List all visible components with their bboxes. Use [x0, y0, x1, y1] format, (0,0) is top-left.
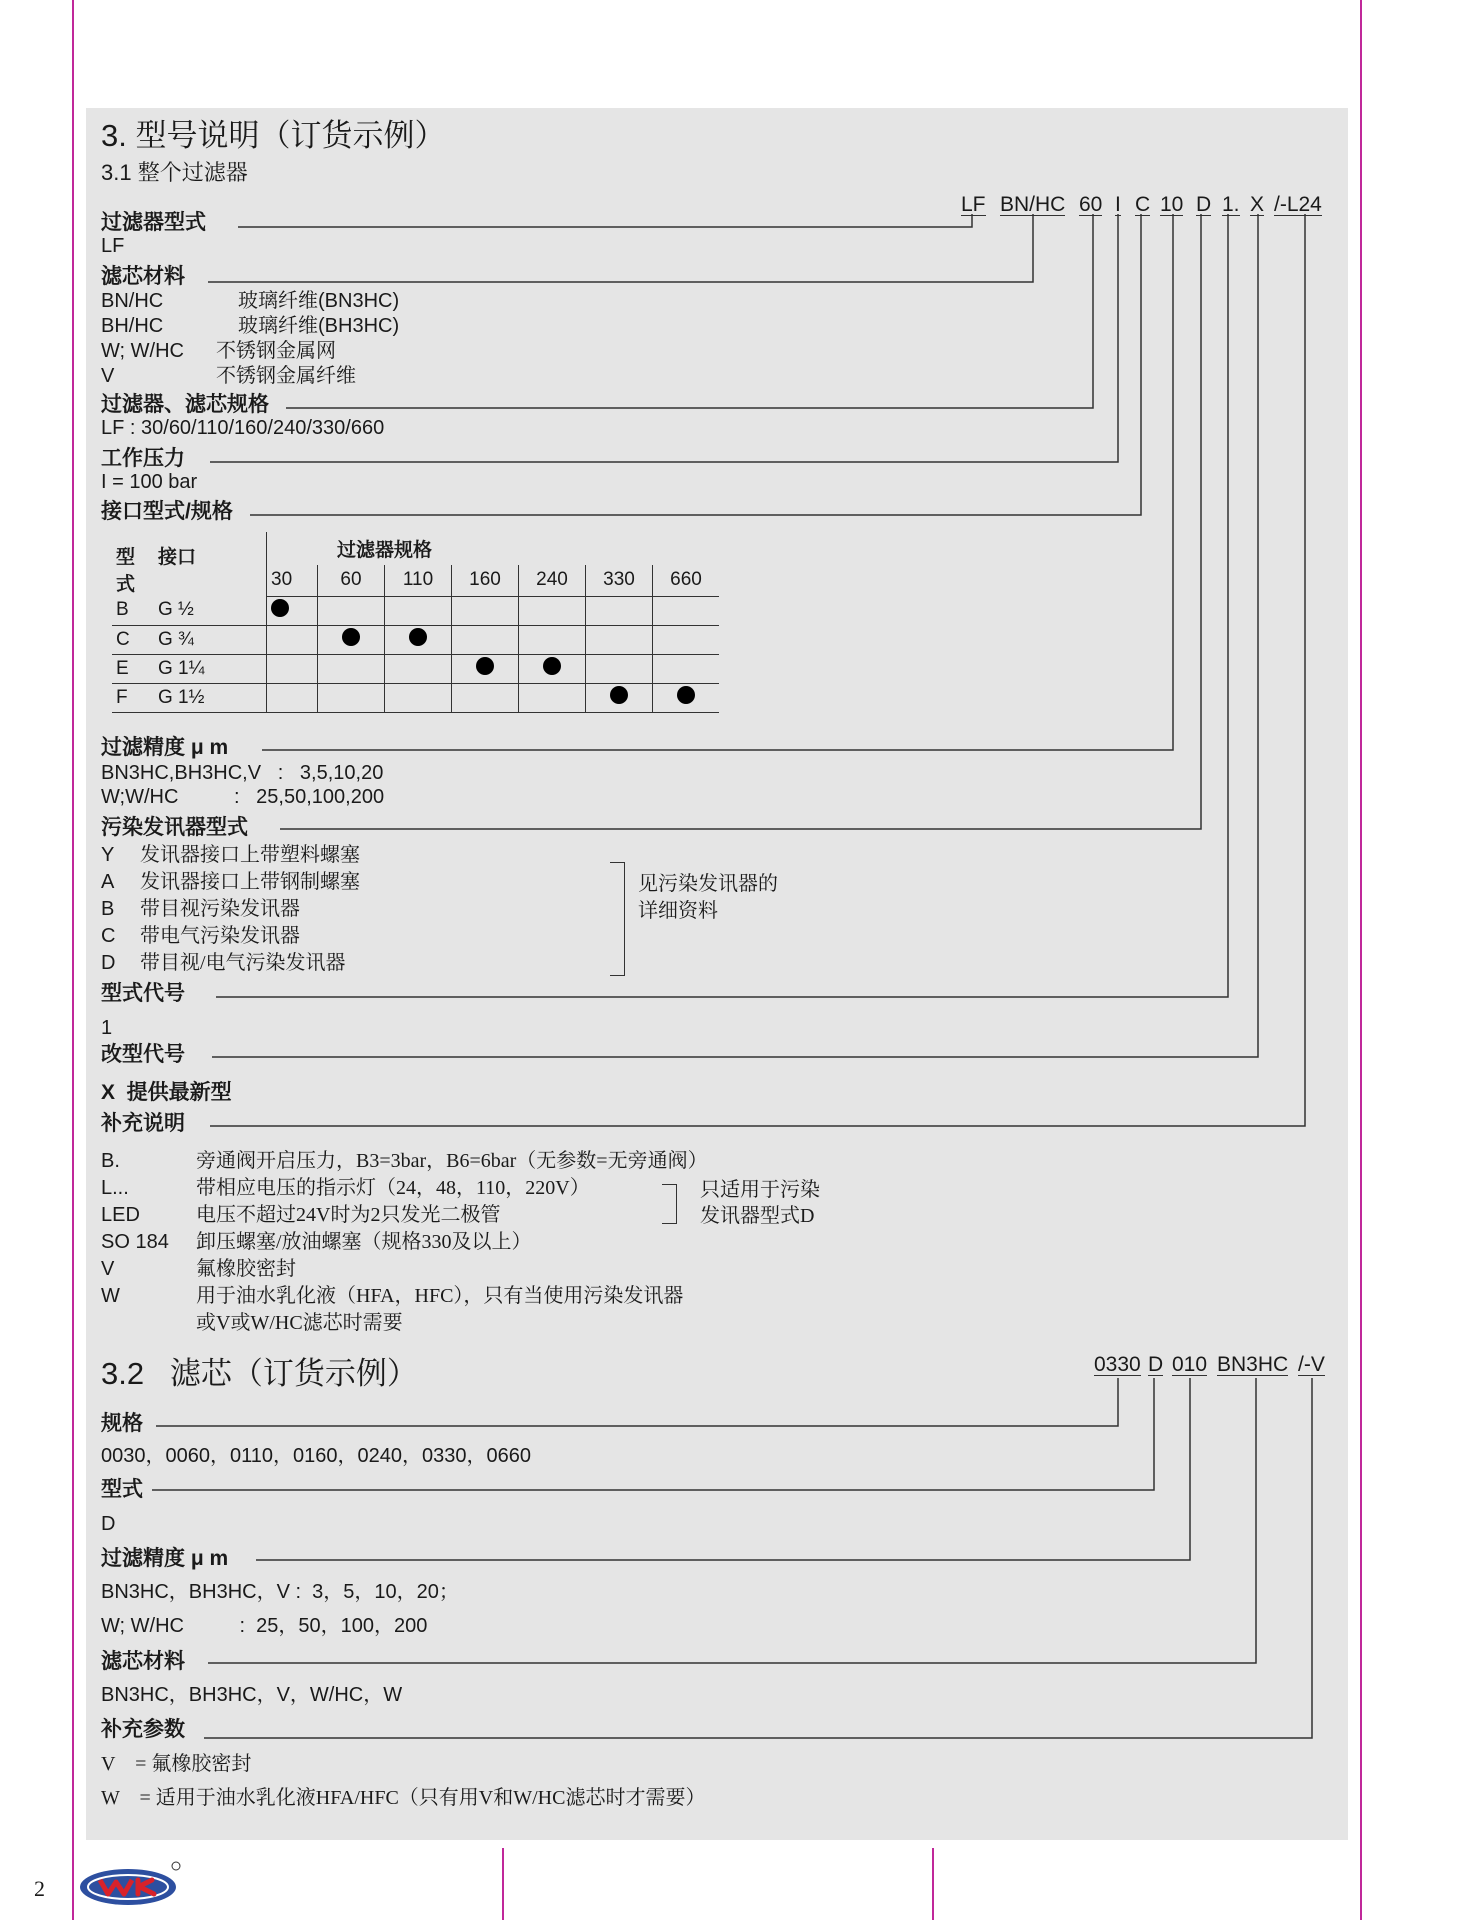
suppl-desc: 电压不超过24V时为2只发光二极管	[196, 1204, 501, 1226]
row-type: B	[112, 596, 154, 625]
code-part: D	[1148, 1353, 1164, 1376]
code-part: /-L24	[1274, 193, 1322, 216]
availability-dot	[342, 628, 360, 646]
pressure-label: 工作压力	[101, 447, 185, 470]
cell	[586, 654, 653, 683]
media-desc: 玻璃纤维(BH3HC)	[238, 315, 400, 337]
indicator-bracket	[610, 862, 625, 976]
cell	[519, 683, 586, 712]
element-suppl-line1: V = 氟橡胶密封	[101, 1753, 252, 1775]
suppl-code: V	[101, 1258, 115, 1280]
filter-type-value: LF	[101, 235, 125, 257]
size-col: 330	[586, 565, 653, 596]
suppl-note2: 发讯器型式D	[700, 1205, 815, 1227]
availability-dot	[677, 686, 695, 704]
indicator-desc: 带目视污染发讯器	[140, 898, 300, 920]
indicator-desc: 带电气污染发讯器	[140, 925, 300, 947]
code-part: 1.	[1222, 193, 1240, 216]
table-row	[112, 654, 719, 683]
cell	[267, 683, 318, 712]
element-size-label: 规格	[101, 1412, 143, 1435]
fineness-line2: W;W/HC : 25,50,100,200	[101, 786, 385, 808]
cell	[318, 596, 385, 625]
suppl-bracket	[662, 1184, 677, 1224]
availability-dot	[409, 628, 427, 646]
cell	[452, 625, 519, 654]
code-part: 10	[1160, 193, 1184, 216]
suppl-label: 补充说明	[101, 1112, 185, 1135]
code-part: 0330	[1094, 1353, 1141, 1376]
cell	[653, 683, 720, 712]
suppl-code: LED	[101, 1204, 140, 1226]
cell	[653, 596, 720, 625]
col-port-header: 接口	[154, 532, 267, 596]
size-value: LF : 30/60/110/160/240/330/660	[101, 417, 385, 439]
page-number: 2	[34, 1876, 45, 1901]
code-part: BN3HC	[1217, 1353, 1289, 1376]
media-desc: 玻璃纤维(BN3HC)	[238, 290, 400, 312]
suppl-desc: 带相应电压的指示灯（24，48，110，220V）	[196, 1177, 590, 1199]
indicator-code: B	[101, 898, 115, 920]
suppl-desc: 氟橡胶密封	[196, 1258, 296, 1280]
media-code: V	[101, 365, 115, 387]
code-part: LF	[961, 193, 986, 216]
indicator-code: D	[101, 952, 116, 974]
filter-type-label: 过滤器型式	[101, 211, 206, 234]
table-row	[112, 625, 719, 654]
indicator-code: Y	[101, 844, 115, 866]
suppl-code: B.	[101, 1150, 120, 1172]
cell	[452, 683, 519, 712]
suppl-w-line2: 或V或W/HC滤芯时需要	[196, 1312, 403, 1334]
pressure-value: I = 100 bar	[101, 471, 198, 493]
cell	[586, 596, 653, 625]
element-fineness-label: 过滤精度 μ m	[101, 1547, 229, 1570]
indicator-code: C	[101, 925, 116, 947]
cell	[385, 596, 452, 625]
availability-dot	[543, 657, 561, 675]
availability-dot	[610, 686, 628, 704]
table-row	[112, 596, 719, 625]
type-code-value: 1	[101, 1017, 113, 1039]
code-part: /-V	[1298, 1353, 1325, 1376]
section32-title: 3.2 滤芯（订货示例）	[101, 1356, 418, 1391]
suppl-note1: 只适用于污染	[700, 1179, 820, 1201]
element-fineness-line2: W; W/HC : 25，50，100，200	[101, 1615, 428, 1637]
code-part: C	[1135, 193, 1151, 216]
cell	[267, 654, 318, 683]
media-code: W; W/HC	[101, 340, 184, 362]
row-type: F	[112, 683, 154, 712]
media-desc: 不锈钢金属纤维	[216, 365, 356, 387]
cell	[318, 683, 385, 712]
mod-code-value: X 提供最新型	[101, 1081, 232, 1104]
cell	[586, 625, 653, 654]
element-media-value: BN3HC，BH3HC，V，W/HC，W	[101, 1684, 403, 1706]
suppl-code: L...	[101, 1177, 129, 1199]
media-desc: 不锈钢金属网	[216, 340, 336, 362]
cell	[267, 625, 318, 654]
cell	[452, 596, 519, 625]
element-type-value: D	[101, 1513, 116, 1535]
size-col: 60	[318, 565, 385, 596]
mod-code-label: 改型代号	[101, 1043, 185, 1066]
media-label: 滤芯材料	[101, 265, 185, 288]
cell	[385, 654, 452, 683]
fineness-line1: BN3HC,BH3HC,V : 3,5,10,20	[101, 762, 384, 784]
code-part: 60	[1079, 193, 1103, 216]
code-part: 010	[1172, 1353, 1208, 1376]
row-type: C	[112, 625, 154, 654]
size-col: 240	[519, 565, 586, 596]
indicator-label: 污染发讯器型式	[101, 816, 248, 839]
col-type-header: 型式	[116, 547, 136, 595]
cell	[519, 596, 586, 625]
indicator-code: A	[101, 871, 115, 893]
cell	[452, 654, 519, 683]
section3-title: 3. 型号说明（订货示例）	[101, 118, 446, 153]
code-part: I	[1115, 193, 1121, 216]
table-header-row	[112, 532, 719, 565]
media-code: BH/HC	[101, 315, 164, 337]
cell	[318, 625, 385, 654]
element-suppl-label: 补充参数	[101, 1718, 185, 1741]
size-col: 110	[385, 565, 452, 596]
row-type: E	[112, 654, 154, 683]
element-media-label: 滤芯材料	[101, 1650, 185, 1673]
suppl-desc: 卸压螺塞/放油螺塞（规格330及以上）	[196, 1231, 532, 1253]
row-port: G ¾	[154, 625, 267, 654]
code-part: BN/HC	[1000, 193, 1066, 216]
cell	[519, 654, 586, 683]
cell	[318, 654, 385, 683]
cell	[653, 625, 720, 654]
element-size-value: 0030，0060，0110，0160，0240，0330，0660	[101, 1445, 531, 1467]
suppl-desc: 用于油水乳化液（HFA，HFC），只有当使用污染发讯器	[196, 1285, 684, 1307]
size-col: 160	[452, 565, 519, 596]
connection-label: 接口型式/规格	[101, 500, 233, 523]
type-code-label: 型式代号	[101, 982, 185, 1005]
indicator-desc: 发讯器接口上带钢制螺塞	[140, 871, 360, 893]
element-suppl-line2: W = 适用于油水乳化液HFA/HFC（只有用V和W/HC滤芯时才需要）	[101, 1787, 706, 1809]
fineness-label: 过滤精度 μ m	[101, 736, 229, 759]
code-part: X	[1250, 193, 1265, 216]
element-fineness-line1: BN3HC，BH3HC，V : 3，5，10，20；	[101, 1581, 459, 1603]
suppl-code: SO 184	[101, 1231, 169, 1253]
col-group-header: 过滤器规格	[337, 539, 433, 561]
indicator-desc: 带目视/电气污染发讯器	[140, 952, 346, 974]
cell	[385, 683, 452, 712]
suppl-code: W	[101, 1285, 120, 1307]
row-port: G 1½	[154, 683, 267, 712]
element-type-label: 型式	[101, 1478, 143, 1501]
size-col: 660	[653, 565, 720, 596]
cell	[653, 654, 720, 683]
connection-table	[112, 532, 719, 713]
cell	[586, 683, 653, 712]
suppl-desc: 旁通阀开启压力，B3=3bar，B6=6bar（无参数=无旁通阀）	[196, 1150, 708, 1172]
row-port: G ½	[154, 596, 267, 625]
code-part: D	[1196, 193, 1212, 216]
availability-dot	[476, 657, 494, 675]
cell	[519, 625, 586, 654]
cell	[385, 625, 452, 654]
size-col: 30	[267, 565, 318, 596]
media-code: BN/HC	[101, 290, 164, 312]
indicator-note1: 见污染发讯器的	[638, 873, 778, 895]
section3-subtitle: 3.1 整个过滤器	[101, 160, 248, 185]
size-label: 过滤器、滤芯规格	[101, 393, 269, 416]
indicator-desc: 发讯器接口上带塑料螺塞	[140, 844, 360, 866]
company-logo-icon	[78, 1860, 182, 1908]
availability-dot	[271, 599, 289, 617]
cell	[267, 596, 318, 625]
indicator-note2: 详细资料	[638, 900, 718, 922]
row-port: G 1¼	[154, 654, 267, 683]
table-row	[112, 683, 719, 712]
